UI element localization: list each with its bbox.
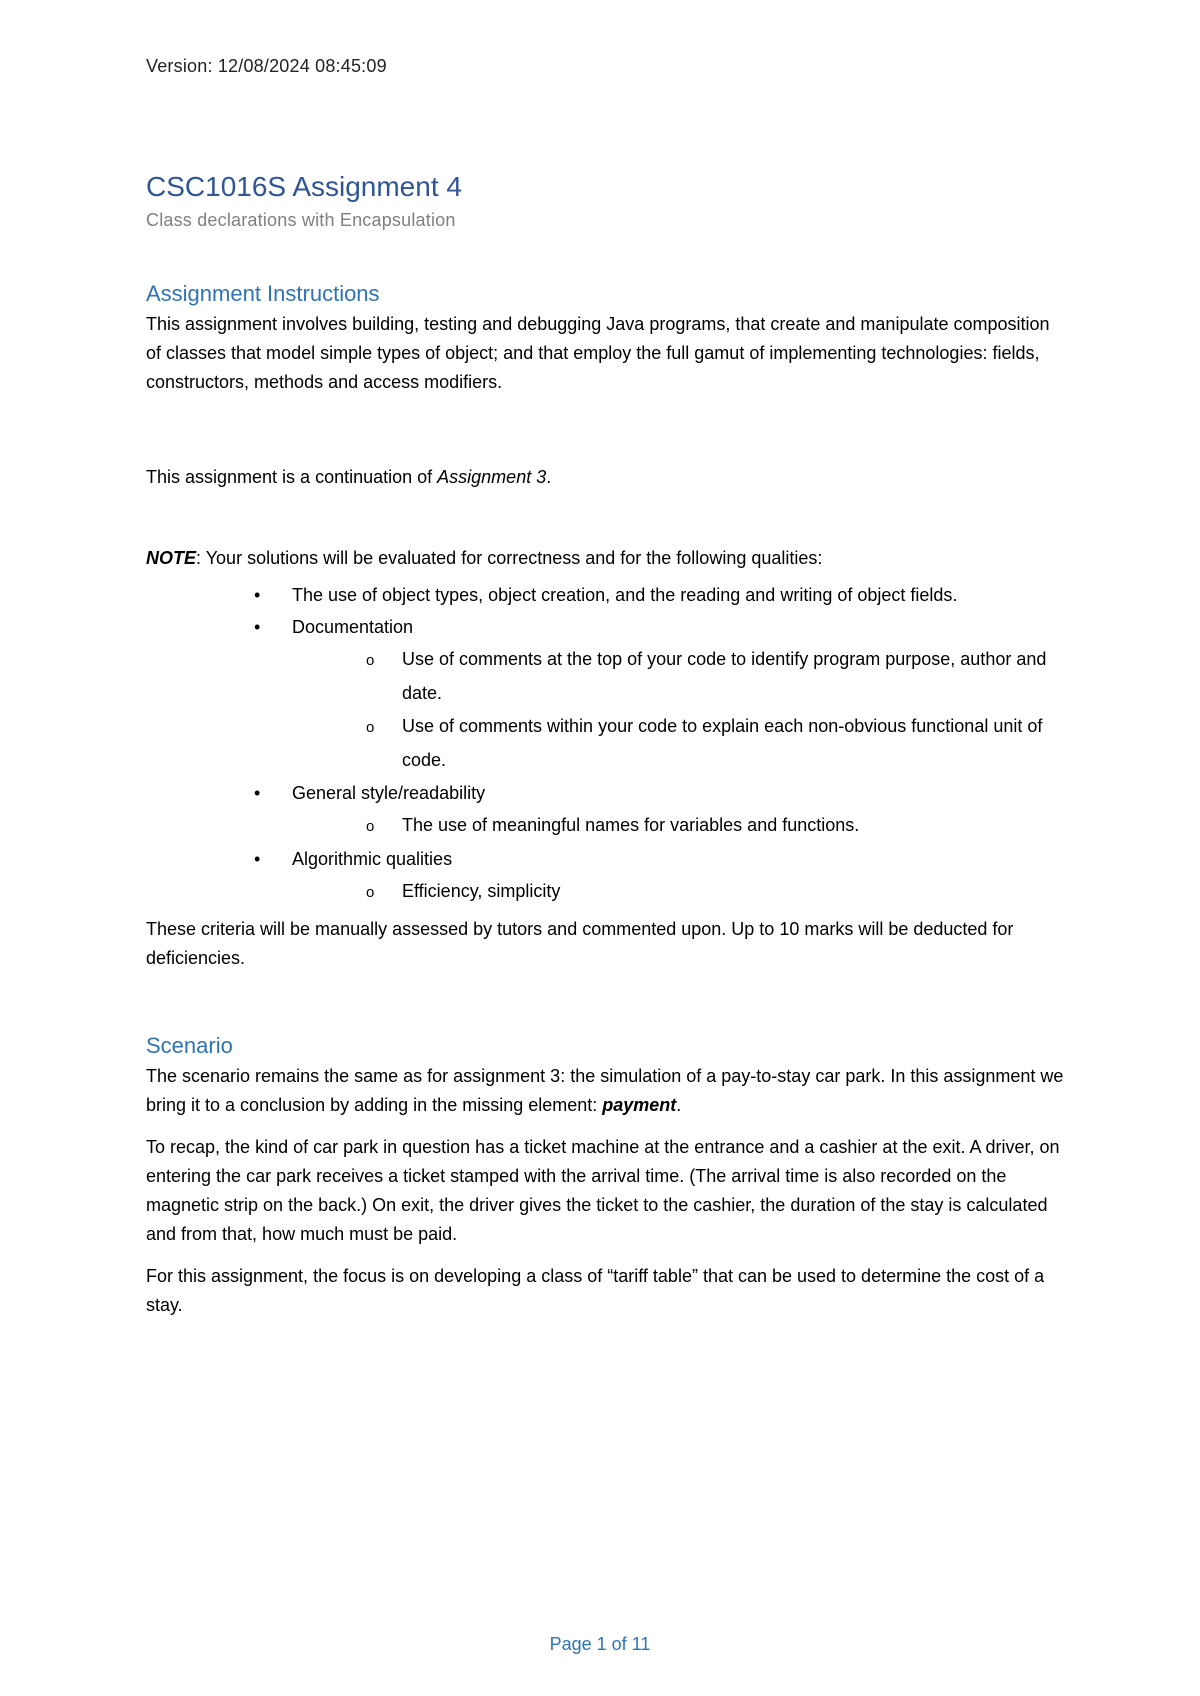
criteria-item xyxy=(254,777,1066,843)
scenario-paragraph-1 xyxy=(146,1062,1066,1120)
criteria-item xyxy=(254,611,1066,777)
bullet-icon: • xyxy=(254,848,261,869)
criteria-label: Documentation xyxy=(292,616,414,637)
bullet-icon: • xyxy=(254,584,261,605)
document-title: CSC1016S Assignment 4 xyxy=(146,171,462,202)
continuation-prefix: This assignment is a continuation of xyxy=(146,466,438,487)
bullet-icon: • xyxy=(254,616,261,637)
note-text: : Your solutions will be evaluated for correctness and for the following qualities: xyxy=(196,547,823,568)
criteria-label: Algorithmic qualities xyxy=(292,848,453,869)
scenario-paragraph-2: To recap, the kind of car park in question has a ticket machine at the entrance and a cashier at the exit. A driver, on entering the car park receives a ticket stamped with the arrival time. (The arrival time is also recorded on the magnetic strip on the back.) On exit, the driver gives the ticket to the cashier, the duration of the stay is calculated and from that, how much must be paid. xyxy=(146,1137,1060,1245)
continuation-reference: Assignment 3 xyxy=(437,466,547,487)
criteria-subitem xyxy=(366,710,1066,777)
assessment-paragraph: These criteria will be manually assessed by tutors and commented upon. Up to 10 marks will be deducted for deficiencies. xyxy=(146,918,1014,968)
scenario-p1-end: . xyxy=(676,1095,682,1116)
continuation-paragraph xyxy=(146,463,1066,492)
sub-bullet-icon: o xyxy=(366,817,375,835)
scenario-p1-text: The scenario remains the same as for assignment 3: the simulation of a pay-to-stay car park. In this assignment we bring it to a conclusion by adding in the missing element: xyxy=(146,1066,1064,1116)
criteria-subitem-text: Efficiency, simplicity xyxy=(402,880,561,901)
scenario-p1-emphasis: payment xyxy=(602,1095,677,1116)
criteria-label: The use of object types, object creation, and the reading and writing of object fields. xyxy=(292,584,958,605)
page-number-footer: Page 1 of 11 xyxy=(549,1634,651,1654)
criteria-item xyxy=(254,579,1066,611)
criteria-sublist xyxy=(292,643,1066,777)
criteria-subitem xyxy=(366,809,1066,843)
continuation-suffix: . xyxy=(546,466,552,487)
criteria-item xyxy=(254,843,1066,909)
note-paragraph xyxy=(146,544,1066,573)
criteria-subitem-text: The use of meaningful names for variables and functions. xyxy=(402,814,860,835)
scenario-heading: Scenario xyxy=(146,1032,233,1058)
criteria-sublist xyxy=(292,809,1066,843)
note-label: NOTE xyxy=(146,547,197,568)
criteria-list xyxy=(146,579,1066,909)
version-header: Version: 12/08/2024 08:45:09 xyxy=(146,56,387,76)
bullet-icon: • xyxy=(254,782,261,803)
criteria-subitem xyxy=(366,875,1066,909)
sub-bullet-icon: o xyxy=(366,651,375,669)
document-body xyxy=(146,170,1066,1320)
sub-bullet-icon: o xyxy=(366,883,375,901)
document-subtitle: Class declarations with Encapsulation xyxy=(146,209,456,230)
criteria-label: General style/readability xyxy=(292,782,486,803)
criteria-subitem xyxy=(366,643,1066,710)
criteria-sublist xyxy=(292,875,1066,909)
instructions-intro: This assignment involves building, testing and debugging Java programs, that create and manipulate composition of classes that model simple types of object; and that employ the full gamut of implementing technologies: fields, constructors, methods and access modifiers. xyxy=(146,313,1050,392)
sub-bullet-icon: o xyxy=(366,718,375,736)
scenario-paragraph-3: For this assignment, the focus is on developing a class of “tariff table” that can be used to determine the cost of a stay. xyxy=(146,1266,1045,1316)
criteria-subitem-text: Use of comments at the top of your code to identify program purpose, author and date. xyxy=(402,648,1047,703)
instructions-heading: Assignment Instructions xyxy=(146,280,380,306)
criteria-subitem-text: Use of comments within your code to explain each non-obvious functional unit of code. xyxy=(402,715,1043,770)
